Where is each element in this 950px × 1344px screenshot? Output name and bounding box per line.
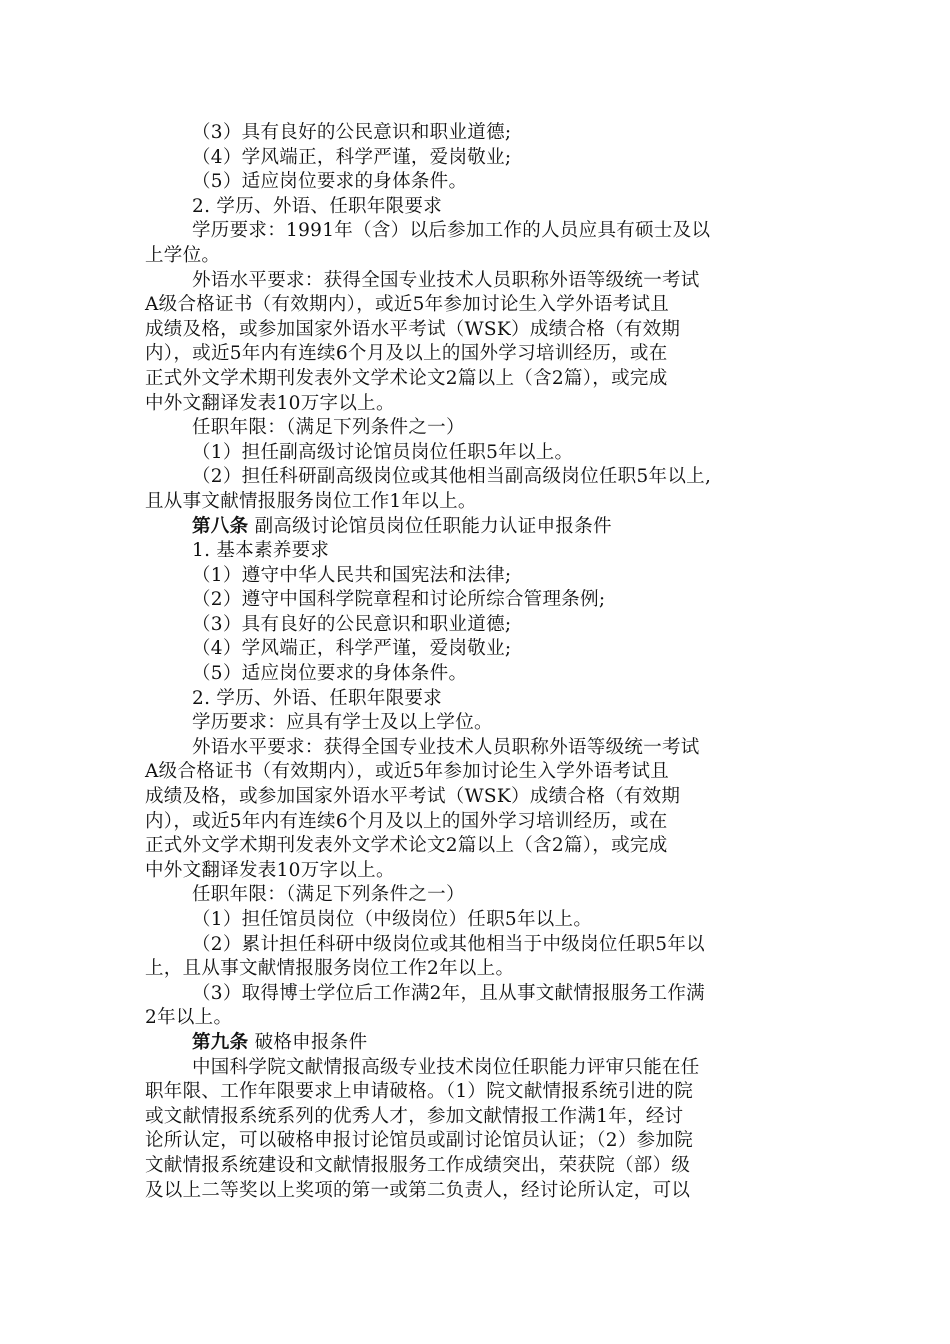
line-text: （5）适应岗位要求的身体条件。 (192, 663, 468, 685)
text-line (145, 1154, 810, 1179)
document-page (145, 121, 810, 1203)
line-text: 副高级讨论馆员岗位任职能力认证申报条件 (248, 515, 612, 537)
line-text: 破格申报条件 (248, 1031, 368, 1053)
line-text: （3）具有良好的公民意识和职业道德; (192, 613, 512, 635)
text-line (145, 637, 810, 662)
line-text: 1. 基本素养要求 (192, 540, 330, 562)
line-text: （5）适应岗位要求的身体条件。 (192, 171, 468, 193)
text-line (145, 662, 810, 687)
line-text: 文献情报系统建设和文献情报服务工作成绩突出，荣获院（部）级 (145, 1154, 691, 1176)
text-line (145, 195, 810, 220)
text-line (145, 957, 810, 982)
text-line (145, 933, 810, 958)
article-heading: 第八条 (192, 515, 249, 537)
line-text: 内），或近5年内有连续6个月及以上的国外学习培训经历，或在 (145, 343, 668, 365)
line-text: （3）取得博士学位后工作满2年，且从事文献情报服务工作满 (192, 982, 705, 1004)
line-text: （1）遵守中华人民共和国宪法和法律; (192, 564, 512, 586)
text-line (145, 490, 810, 515)
line-text: 职年限、工作年限要求上申请破格。（1）院文献情报系统引进的院 (145, 1081, 694, 1103)
line-text: 或文献情报系统系列的优秀人才，参加文献情报工作满1年，经讨 (145, 1105, 684, 1127)
text-line (145, 269, 810, 294)
line-text: 中外文翻译发表10万字以上。 (145, 859, 395, 881)
text-line (145, 121, 810, 146)
text-line (145, 1105, 810, 1130)
text-line (145, 810, 810, 835)
line-text: 及以上二等奖以上奖项的第一或第二负责人，经讨论所认定，可以 (145, 1179, 691, 1201)
text-line (145, 588, 810, 613)
line-text: 外语水平要求：获得全国专业技术人员职称外语等级统一考试 (192, 736, 700, 758)
line-text: A级合格证书（有效期内），或近5年参加讨论生入学外语考试且 (145, 294, 670, 316)
line-text: 2. 学历、外语、任职年限要求 (192, 687, 443, 709)
line-text: 正式外文学术期刊发表外文学术论文2篇以上（含2篇），或完成 (145, 835, 668, 857)
line-text: 任职年限：（满足下列条件之一） (192, 417, 465, 439)
line-text: 外语水平要求：获得全国专业技术人员职称外语等级统一考试 (192, 269, 700, 291)
line-text: 成绩及格，或参加国家外语水平考试（WSK）成绩合格（有效期 (145, 786, 681, 808)
line-text: 成绩及格，或参加国家外语水平考试（WSK）成绩合格（有效期 (145, 318, 681, 340)
text-line (145, 219, 810, 244)
text-line (145, 244, 810, 269)
line-text: 任职年限：（满足下列条件之一） (192, 884, 465, 906)
text-line (145, 1031, 810, 1056)
line-text: 学历要求：应具有学士及以上学位。 (192, 712, 493, 734)
text-line (145, 883, 810, 908)
text-line (145, 146, 810, 171)
line-text: 论所认定，可以破格申报讨论馆员或副讨论馆员认证；（2）参加院 (145, 1130, 694, 1152)
text-line (145, 834, 810, 859)
text-line (145, 982, 810, 1007)
text-line (145, 170, 810, 195)
text-line (145, 293, 810, 318)
text-line (145, 908, 810, 933)
line-text: A级合格证书（有效期内），或近5年参加讨论生入学外语考试且 (145, 761, 670, 783)
text-line (145, 785, 810, 810)
line-text: （2）累计担任科研中级岗位或其他相当于中级岗位任职5年以 (192, 933, 705, 955)
line-text: 中国科学院文献情报高级专业技术岗位任职能力评审只能在任 (192, 1056, 700, 1078)
text-line (145, 859, 810, 884)
text-line (145, 760, 810, 785)
line-text: 且从事文献情报服务岗位工作1年以上。 (145, 490, 477, 512)
text-line (145, 687, 810, 712)
line-text: 内），或近5年内有连续6个月及以上的国外学习培训经历，或在 (145, 810, 668, 832)
text-line (145, 392, 810, 417)
article-heading: 第九条 (192, 1031, 249, 1053)
text-line (145, 318, 810, 343)
text-line (145, 1129, 810, 1154)
text-line (145, 367, 810, 392)
text-line (145, 1179, 810, 1204)
line-text: 中外文翻译发表10万字以上。 (145, 392, 395, 414)
line-text: 正式外文学术期刊发表外文学术论文2篇以上（含2篇），或完成 (145, 367, 668, 389)
line-text: 学历要求：1991年（含）以后参加工作的人员应具有硕士及以 (192, 220, 711, 242)
text-line (145, 515, 810, 540)
text-line (145, 1080, 810, 1105)
line-text: （3）具有良好的公民意识和职业道德; (192, 122, 512, 143)
line-text: （2）遵守中国科学院章程和讨论所综合管理条例; (192, 589, 606, 611)
line-text: 上学位。 (145, 244, 221, 266)
text-line (145, 441, 810, 466)
text-line (145, 342, 810, 367)
text-line (145, 613, 810, 638)
text-line (145, 539, 810, 564)
line-text: 上，且从事文献情报服务岗位工作2年以上。 (145, 958, 515, 980)
line-text: 2. 学历、外语、任职年限要求 (192, 195, 443, 217)
line-text: （4）学风端正，科学严谨，爱岗敬业; (192, 146, 512, 168)
text-line (145, 1006, 810, 1031)
text-line (145, 711, 810, 736)
line-text: （2）担任科研副高级岗位或其他相当副高级岗位任职5年以上, (192, 466, 712, 488)
line-text: （1）担任馆员岗位（中级岗位）任职5年以上。 (192, 909, 593, 930)
text-line (145, 564, 810, 589)
text-line (145, 1056, 810, 1081)
line-text: 2年以上。 (145, 1007, 233, 1029)
text-line (145, 736, 810, 761)
text-line (145, 465, 810, 490)
text-line (145, 416, 810, 441)
line-text: （4）学风端正，科学严谨，爱岗敬业; (192, 638, 512, 660)
line-text: （1）担任副高级讨论馆员岗位任职5年以上。 (192, 441, 574, 463)
